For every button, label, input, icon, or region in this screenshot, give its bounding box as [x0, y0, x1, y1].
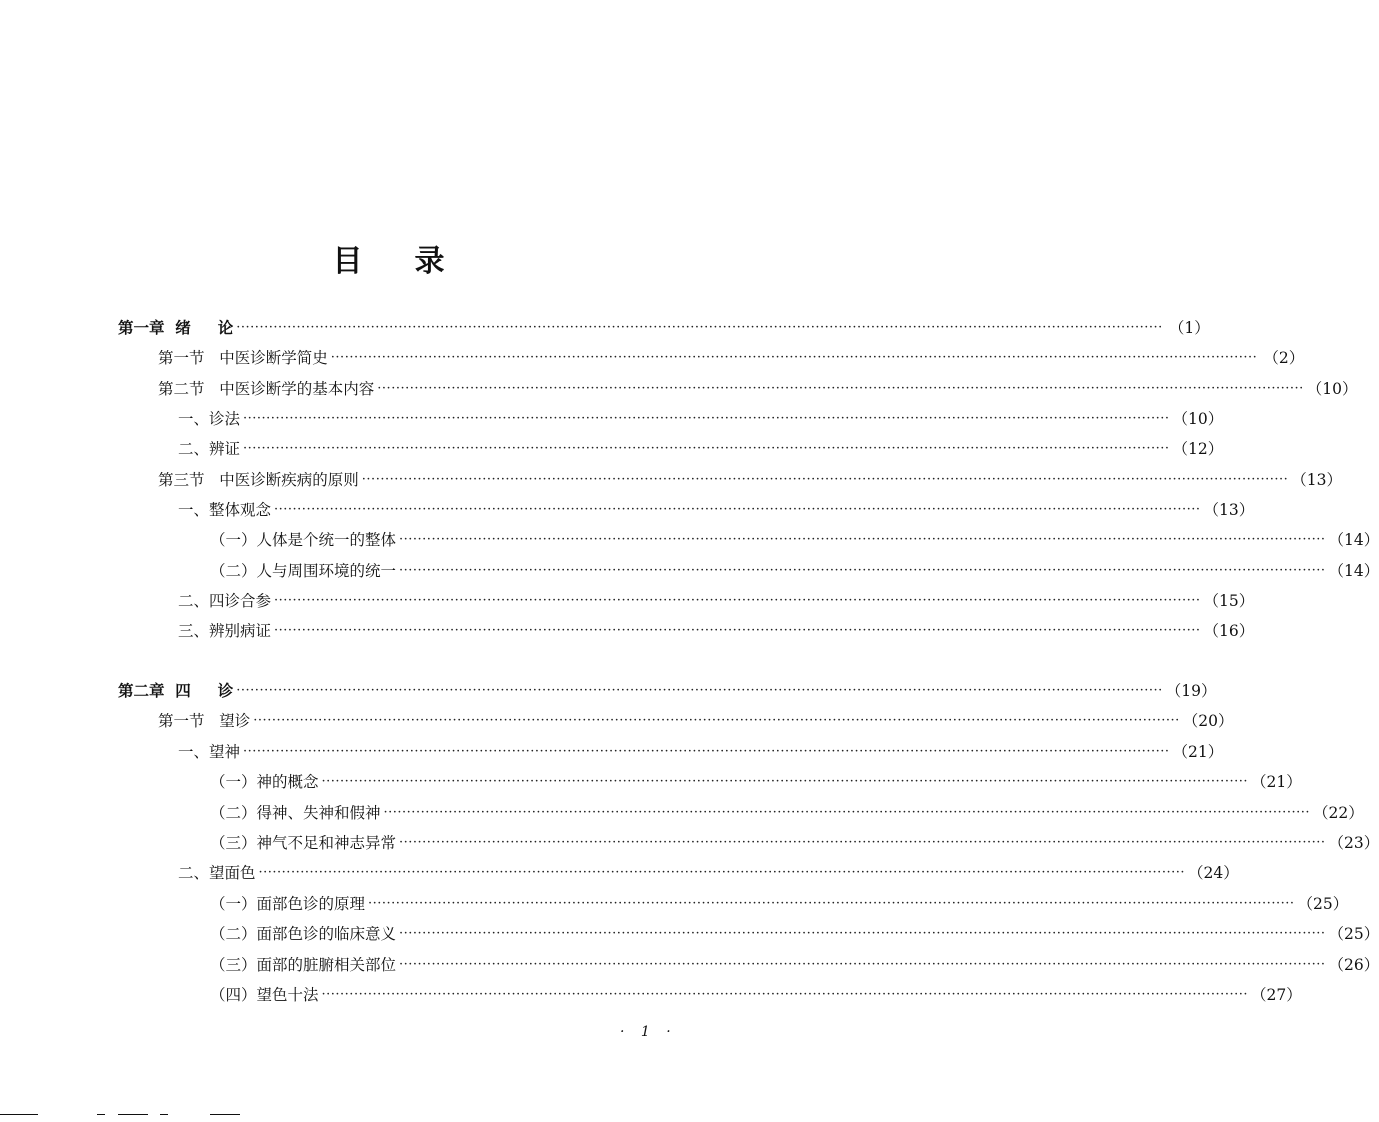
toc-entry-page-number: （21）: [1172, 743, 1224, 761]
dot-leader: ········································································································································································································: [274, 622, 1201, 638]
scan-artifact-line: [118, 1114, 148, 1115]
toc-entry: [178, 587, 1255, 613]
toc-entry-page-number: （19）: [1165, 682, 1217, 700]
dot-leader: ········································································································································································································: [236, 682, 1163, 698]
toc-entry-page-number: （15）: [1203, 592, 1255, 610]
dot-leader: ········································································································································································································: [274, 592, 1201, 608]
scan-artifact-line: [210, 1114, 240, 1115]
scan-artifact-line: [160, 1114, 168, 1115]
toc-entry: [158, 707, 1234, 733]
toc-entry: [178, 405, 1224, 431]
toc-entry: [210, 890, 1349, 916]
toc-entry-page-number: （14）: [1328, 531, 1379, 549]
dot-leader: ········································································································································································································: [399, 956, 1326, 972]
dot-leader: ········································································································································································································: [243, 743, 1170, 759]
toc-entry: [210, 920, 1379, 946]
page-number: · 1 ·: [620, 1024, 677, 1040]
toc-entry-page-number: （21）: [1250, 773, 1302, 791]
toc-entry-title: （二）面部色诊的临床意义: [210, 925, 397, 943]
toc-entry-title: 二、望面色: [178, 864, 256, 882]
toc-entry-title: 第二节 中医诊断学的基本内容: [158, 380, 375, 398]
toc-entry-title: 第二章 四 诊: [118, 682, 234, 700]
dot-leader: ········································································································································································································: [361, 471, 1289, 487]
toc-entry-page-number: （25）: [1328, 925, 1379, 943]
toc-entry-page-number: （16）: [1203, 622, 1255, 640]
toc-entry-page-number: （1）: [1168, 319, 1210, 337]
dot-leader: ········································································································································································································: [236, 319, 1163, 335]
scan-artifact-line: [0, 1114, 38, 1115]
toc-entry: [178, 738, 1224, 764]
dot-leader: ········································································································································································································: [368, 895, 1295, 911]
toc-chapter-entry: [118, 677, 1217, 703]
toc-entry-title: 第一节 望诊: [158, 712, 251, 730]
toc-entry: [210, 526, 1379, 552]
toc-entry-page-number: （26）: [1328, 956, 1379, 974]
dot-leader: ········································································································································································································: [321, 773, 1248, 789]
dot-leader: ········································································································································································································: [253, 712, 1180, 728]
toc-chapter-entry: [118, 314, 1210, 340]
toc-entry-page-number: （13）: [1291, 471, 1342, 489]
toc-entry-page-number: （2）: [1263, 349, 1305, 367]
toc-entry-title: 一、整体观念: [178, 501, 272, 519]
toc-entry-title: 第三节 中医诊断疾病的原则: [158, 471, 359, 489]
toc-entry-page-number: （12）: [1172, 440, 1224, 458]
toc-entry-title: （一）人体是个统一的整体: [210, 531, 397, 549]
toc-entry-title: （四）望色十法: [210, 986, 319, 1004]
toc-entry-title: （三）面部的脏腑相关部位: [210, 956, 397, 974]
toc-entry-title: 三、辨别病证: [178, 622, 272, 640]
dot-leader: ········································································································································································································: [383, 804, 1310, 820]
toc-entry-page-number: （10）: [1172, 410, 1224, 428]
toc-entry-page-number: （22）: [1312, 804, 1364, 822]
toc-entry-page-number: （24）: [1187, 864, 1239, 882]
dot-leader: ········································································································································································································: [399, 531, 1326, 547]
scan-artifact-line: [97, 1114, 105, 1115]
dot-leader: ········································································································································································································: [243, 440, 1170, 456]
dot-leader: ········································································································································································································: [399, 834, 1326, 850]
toc-entry-page-number: （14）: [1328, 562, 1379, 580]
toc-entry-title: （一）面部色诊的原理: [210, 895, 366, 913]
toc-entry: [210, 768, 1302, 794]
toc-entry-page-number: （23）: [1328, 834, 1379, 852]
toc-entry: [178, 859, 1239, 885]
toc-entry: [210, 799, 1364, 825]
toc-entry-page-number: （13）: [1203, 501, 1255, 519]
toc-entry-page-number: （25）: [1297, 895, 1349, 913]
toc-entry-title: 第一节 中医诊断学简史: [158, 349, 328, 367]
toc-entry: [210, 951, 1379, 977]
dot-leader: ········································································································································································································: [274, 501, 1201, 517]
dot-leader: ········································································································································································································: [258, 864, 1185, 880]
dot-leader: ········································································································································································································: [330, 349, 1258, 365]
dot-leader: ········································································································································································································: [243, 410, 1170, 426]
toc-entry-title: 一、望神: [178, 743, 241, 761]
toc-entry-title: 二、辨证: [178, 440, 241, 458]
dot-leader: ········································································································································································································: [399, 925, 1326, 941]
toc-entry-title: （一）神的概念: [210, 773, 319, 791]
toc-entry: [158, 466, 1342, 492]
toc-entry-title: 二、四诊合参: [178, 592, 272, 610]
toc-entry-page-number: （27）: [1250, 986, 1302, 1004]
dot-leader: ········································································································································································································: [377, 380, 1304, 396]
toc-entry: [210, 981, 1302, 1007]
toc-entry: [178, 496, 1255, 522]
toc-entry-title: 第一章 绪 论: [118, 319, 234, 337]
toc-entry: [158, 344, 1305, 370]
toc-entry-title: （三）神气不足和神志异常: [210, 834, 397, 852]
dot-leader: ········································································································································································································: [321, 986, 1248, 1002]
page-title: 目录: [332, 244, 497, 279]
toc-entry: [158, 375, 1358, 401]
toc-entry-page-number: （20）: [1182, 712, 1234, 730]
toc-entry-page-number: （10）: [1306, 380, 1358, 398]
toc-entry-title: （二）得神、失神和假神: [210, 804, 381, 822]
toc-entry-title: 一、诊法: [178, 410, 241, 428]
toc-entry: [210, 557, 1379, 583]
dot-leader: ········································································································································································································: [399, 562, 1326, 578]
toc-entry: [178, 435, 1224, 461]
toc-entry: [178, 617, 1255, 643]
toc-entry-title: （二）人与周围环境的统一: [210, 562, 397, 580]
toc-entry: [210, 829, 1379, 855]
